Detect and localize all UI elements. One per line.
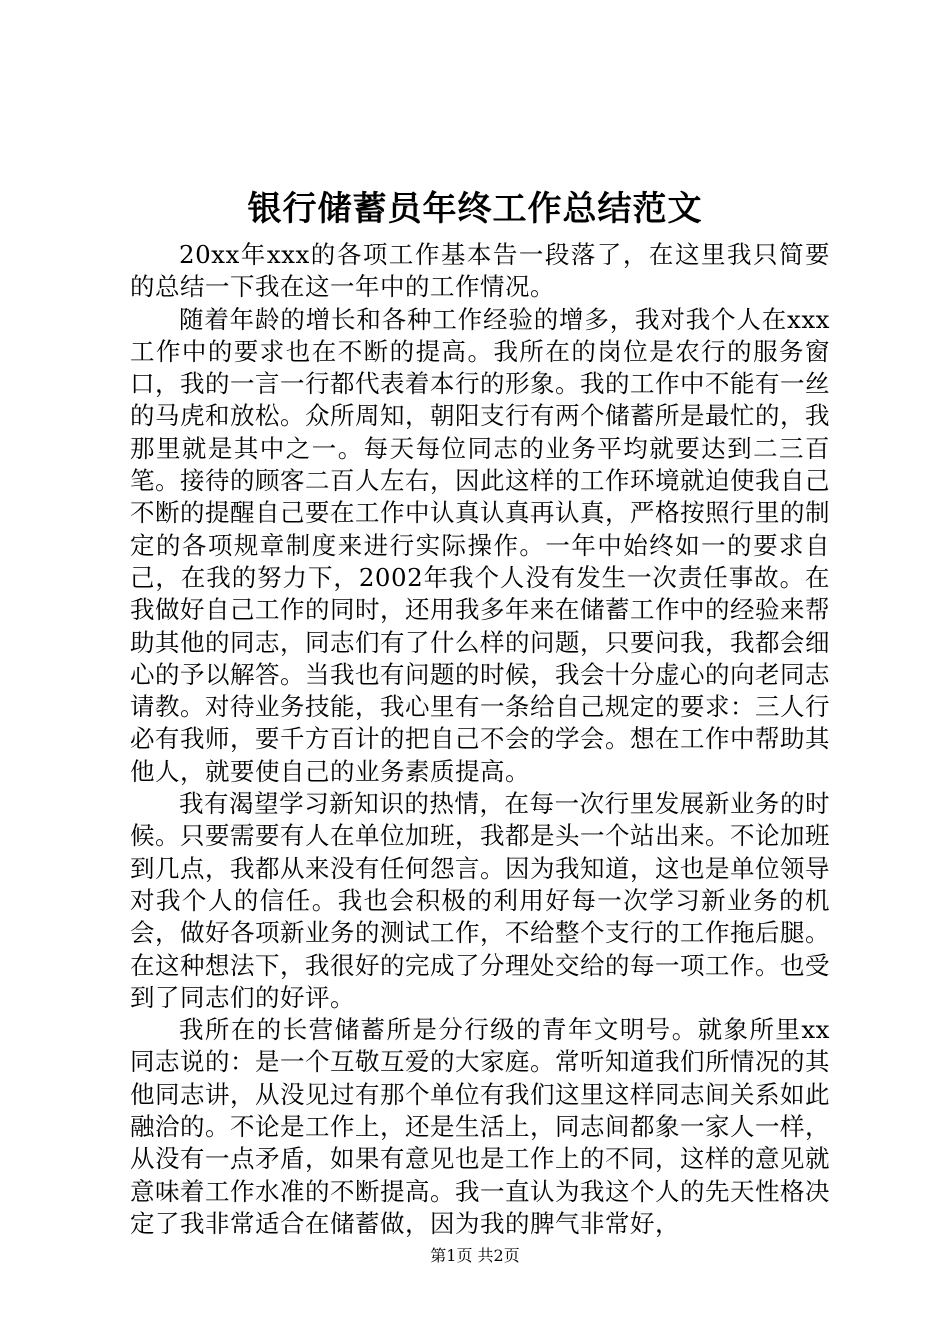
paragraph-1: 20xx年xxx的各项工作基本告一段落了，在这里我只简要的总结一下我在这一年中的工作情况。 bbox=[130, 240, 830, 302]
document-title: 银行储蓄员年终工作总结范文 bbox=[247, 189, 703, 229]
paragraph-4: 我所在的长营储蓄所是分行级的青年文明号。就象所里xx同志说的：是一个互敬互爱的大家庭。常听知道我们所情况的其他同志讲，从没见过有那个单位有我们这里这样同志间关系如此融洽的。不论是工作上，还是生活上，同志间都象一家人一样，从没有一点矛盾，如果有意见也是工作上的不同，这样的意见就意味着工作水准的不断提高。我一直认为我这个人的先天性格决定了我非常适合在储蓄做，因为我的脾气非常好， bbox=[130, 1015, 830, 1238]
paragraph-3: 我有渴望学习新知识的热情，在每一次行里发展新业务的时候。只要需要有人在单位加班，我都是头一个站出来。不论加班到几点，我都从来没有任何怨言。因为我知道，这也是单位领导对我个人的信任。我也会积极的利用好每一次学习新业务的机会，做好各项新业务的测试工作，不给整个支行的工作拖后腿。在这种想法下，我很好的完成了分理处交给的每一项工作。也受到了同志们的好评。 bbox=[130, 789, 830, 1012]
page-footer: 第1页 共2页 bbox=[430, 1246, 520, 1265]
paragraph-2: 随着年龄的增长和各种工作经验的增多，我对我个人在xxx工作中的要求也在不断的提高。我所在的岗位是农行的服务窗口，我的一言一行都代表着本行的形象。我的工作中不能有一丝的马虎和放松。众所周知，朝阳支行有两个储蓄所是最忙的，我那里就是其中之一。每天每位同志的业务平均就要达到二三百笔。接待的顾客二百人左右，因此这样的工作环境就迫使我自己不断的提醒自己要在工作中认真认真再认真，严格按照行里的制定的各项规章制度来进行实际操作。一年中始终如一的要求自己，在我的努力下，2002年我个人没有发生一次责任事故。在我做好自己工作的同时，还用我多年来在储蓄工作中的经验来帮助其他的同志，同志们有了什么样的问题，只要问我，我都会细心的予以解答。当我也有问题的时候，我会十分虚心的向老同志请教。对待业务技能，我心里有一条给自己规定的要求：三人行必有我师，要千方百计的把自己不会的学会。想在工作中帮助其他人，就要使自己的业务素质提高。 bbox=[130, 304, 830, 786]
document-body bbox=[130, 239, 830, 1240]
